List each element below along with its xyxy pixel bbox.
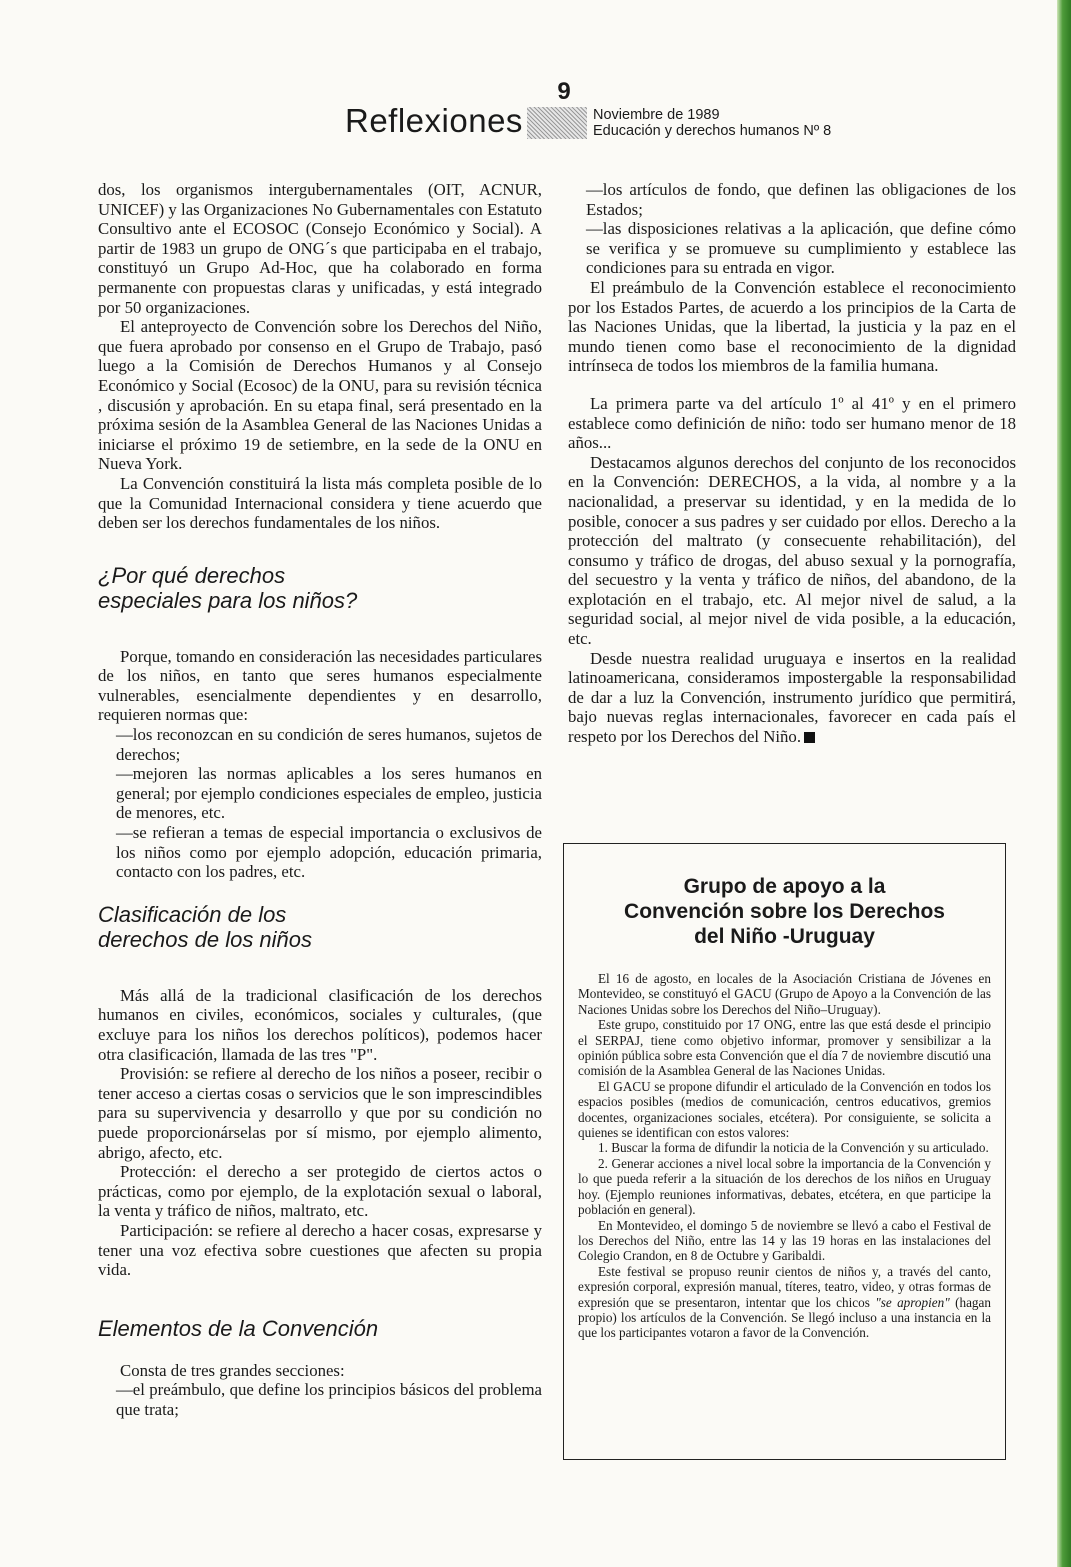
end-of-article-mark: [804, 732, 815, 743]
list-item: —el preámbulo, que define los principios básicos del problema que trata;: [116, 1380, 542, 1419]
emphasis: "se apropien": [875, 1294, 950, 1310]
sidebar-paragraph: Este grupo, constituido por 17 ONG, entre las que está desde el principio el SERPAJ, tiene como objetivo informar, promover y sensibilizar a la opinión pública sobre esta Convención que el día 7 de noviembre discutió una comisión de la Asamblea General de las Naciones Unidas.: [578, 1017, 991, 1079]
header-meta: [593, 107, 831, 139]
publication-title: Reflexiones: [345, 102, 523, 139]
paragraph: El preámbulo de la Convención establece el reconocimiento por los Estados Partes, de acuerdo a los principios de la Carta de las Naciones Unidas, que la libertad, la justicia y la paz en el mundo tienen como base el reconocimiento de la dignidad intrínseca de todos los miembros de la familia humana.: [568, 277, 1016, 376]
paragraph: dos, los organismos intergubernamentales (OIT, ACNUR, UNICEF) y las Organizaciones No Gubernamentales con Estatuto Consultivo ante el ECOSOC (Consejo Económico y Social). A partir de 1983 un grupo de ONG´s que participaba en el trabajo, constituyó un Grupo Ad-Hoc, que ha colaborado en forma permanente con propuestas claras y unificadas, y está integrado por 50 organizaciones.: [98, 180, 542, 317]
paragraph: Más allá de la tradicional clasificación de los derechos humanos en civiles, económicos, sociales y culturales, (que excluye para los niños los derechos políticos), podemos hacer otra clasificación, llamada de las tres "P".: [98, 985, 542, 1064]
sidebar-paragraph: En Montevideo, el domingo 5 de noviembre se llevó a cabo el Festival de los Derechos del Niño, entre las 14 y las 19 horas en las instalaciones del Colegio Crandon, en 8 de Octubre y Garibaldi.: [578, 1217, 991, 1264]
paragraph: Destacamos algunos derechos del conjunto de los reconocidos en la Convención: DERECHOS, a la vida, al nombre y a la nacionalidad, a preservar su identidad, y en la medida de lo posible, conocer a sus padres y ser cuidado por ellos. Derecho a la protección del maltrato (y consecuente rehabilitación), del consumo y tráfico de drogas, del abuso sexual y la pornografía, del secuestro y la venta y tráfico de niños, del abandono, de la explotación en el trabajo, etc. Al mejor nivel de salud, a la seguridad social, al mejor nivel de vida posible, a la educación, etc.: [568, 452, 1016, 649]
paragraph: La primera parte va del artículo 1º al 41º y en el primero establece como definición de niño: todo ser humano menor de 18 años...: [568, 393, 1016, 453]
paragraph: Desde nuestra realidad uruguaya e insertos en la realidad latinoamericana, consideramos impostergable la responsabilidad de dar a luz la Convención, instrumento jurídico que permitirá, bajo nuevas reglas internacionales, favorecer en cada país el respeto por los Derechos del Niño.: [568, 648, 1016, 747]
page-edge-decoration: [1057, 0, 1071, 1567]
sidebar-paragraph: El GACU se propone difundir el articulado de la Convención en todos los espacios posibles (medios de comunicación, centros educativos, gremios docentes, organizaciones sociales, etcétera). Por consiguiente, se solicita a quienes se identifican con estos valores:: [578, 1078, 991, 1141]
list-item: —se refieran a temas de especial importancia o exclusivos de los niños como por ejemplo adopción, educación primaria, contacto con los padres, etc.: [116, 823, 542, 882]
sidebar-paragraph: El 16 de agosto, en locales de la Asociación Cristiana de Jóvenes en Montevideo, se constituyó el GACU (Grupo de Apoyo a la Convención de las Naciones Unidas sobre los Derechos del Niño–Uruguay).: [578, 971, 991, 1017]
section-heading-classification: Clasificación de los derechos de los niños: [98, 901, 313, 952]
sidebar-paragraph: Este festival se propuso reunir cientos de niños y, a través del canto, expresión corporal, expresión manual, títeres, teatro, video, y otras formas de expresión que se presentaron, intentar que los chicos "se apropien" (hagan propio) los artículos de la Convención. Se llegó incluso a una instancia en la que los participantes votaron a favor de la Convención.: [578, 1263, 991, 1341]
page-number: 9: [557, 78, 571, 105]
issue-series: Educación y derechos humanos Nº 8: [593, 123, 832, 139]
sidebar-title: Grupo de apoyo a la Convención sobre los Derechos del Niño -Uruguay: [624, 875, 945, 948]
sidebar-body: [564, 971, 1005, 1341]
paragraph: Participación: se refiere al derecho a hacer cosas, expresarse y tener una voz efectiva sobre cuestiones que afecten su propia vida.: [98, 1220, 542, 1280]
sidebar-list-item: 1. Buscar la forma de difundir la noticia de la Convención y su articulado.: [598, 1140, 989, 1156]
left-column: [98, 180, 542, 1420]
right-column: [568, 180, 1016, 747]
list-item: —los artículos de fondo, que definen las obligaciones de los Estados;: [586, 180, 1016, 219]
paragraph: Porque, tomando en consideración las necesidades particulares de los niños, en tanto que seres humanos especialmente vulnerables, esencialmente dependientes y en desarrollo, requieren normas que:: [98, 646, 542, 725]
section-heading-elements: Elementos de la Convención: [98, 1315, 379, 1341]
sidebar-box: [563, 843, 1006, 1460]
list-item: —las disposiciones relativas a la aplicación, que define cómo se verifica y se promueve su cumplimiento y establece las condiciones para su entrada en vigor.: [586, 219, 1016, 278]
list-item: —los reconozcan en su condición de seres humanos, sujetos de derechos;: [116, 725, 542, 764]
header-halftone-block: [527, 107, 587, 139]
paragraph: La Convención constituirá la lista más completa posible de lo que la Comunidad Internacional considera y tiene acuerdo que deben ser los derechos fundamentales de los niños.: [98, 473, 542, 533]
sidebar-list-item: 2. Generar acciones a nivel local sobre la importancia de la Convención y lo que pueda referir a la situación de los derechos de los niños en Uruguay hoy. (Ejemplo reuniones informativas, debates, etcétera, en que participe la población en general).: [578, 1155, 991, 1218]
paragraph: Consta de tres grandes secciones:: [120, 1360, 345, 1380]
issue-date: Noviembre de 1989: [593, 107, 720, 123]
section-heading-why: ¿Por qué derechos especiales para los niños?: [98, 562, 358, 613]
list-item: —mejoren las normas aplicables a los seres humanos en general; por ejemplo condiciones especiales de empleo, justicia de menores, etc.: [116, 764, 542, 823]
paragraph: El anteproyecto de Convención sobre los Derechos del Niño, que fuera aprobado por consenso en el Grupo de Trabajo, pasó luego a la Comisión de Derechos Humanos y al Consejo Económico y Social (Ecosoc) de la ONU, para su revisión técnica , discusión y aprobación. En su etapa final, será presentado en la próxima sesión de la Asamblea General de las Naciones Unidas a iniciarse el próximo 19 de setiembre, en la sede de la ONU en Nueva York.: [98, 317, 542, 474]
paragraph: Protección: el derecho a ser protegido de ciertos actos o prácticas, como por ejemplo, de la explotación sexual o laboral, la venta y tráfico de niños, maltrato, etc.: [98, 1162, 542, 1221]
paragraph: Provisión: se refiere al derecho de los niños a poseer, recibir o tener acceso a ciertas cosas o servicios que le son imprescindibles para su supervivencia y desarrollo y que por su condición no puede proporcionárselas por sí mismo, por ejemplo alimento, abrigo, afecto, etc.: [98, 1064, 542, 1162]
